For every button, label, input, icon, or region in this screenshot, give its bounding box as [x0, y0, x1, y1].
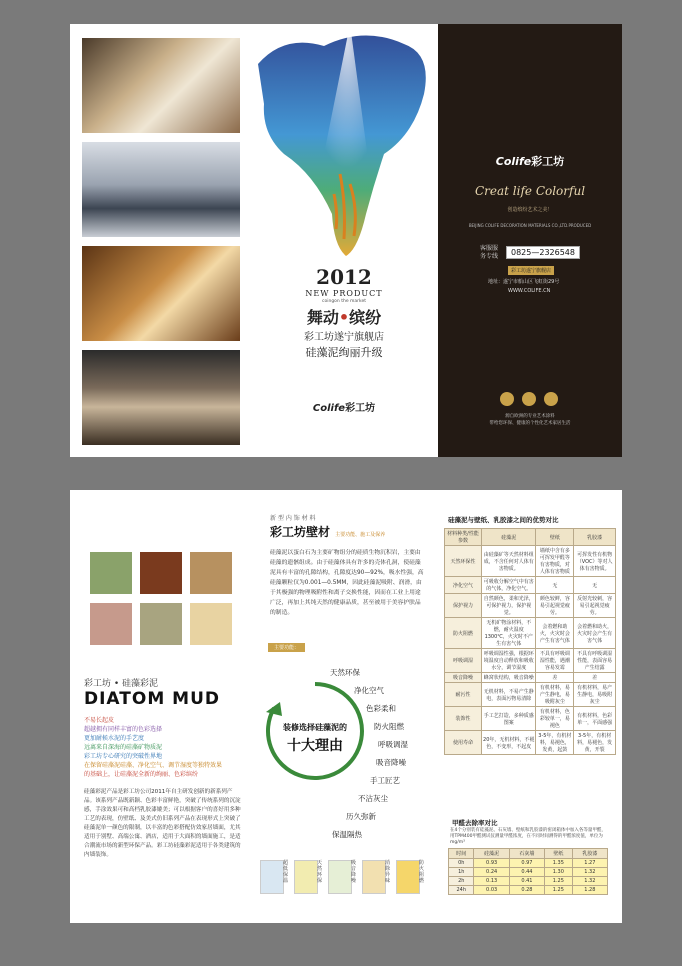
table-cell: 由硅藻矿等天然材料组成，不含任何对人体有害物质。	[482, 546, 536, 577]
table-cell: 1.30	[545, 868, 573, 877]
new-product-label: NEW PRODUCT	[305, 289, 383, 298]
table-cell: 耐污性	[445, 683, 482, 707]
table-cell: 有机材料，色彩单一，平面感强	[574, 707, 616, 731]
table-cell: 会着燃和助火，火灾时会产生有害气体	[574, 618, 616, 649]
photo-living-room	[82, 142, 240, 237]
thumb-label-4: 消除异味	[385, 860, 391, 884]
thumb-label-5: 防火阻燃	[419, 860, 425, 884]
thumb-label-1: 超低保温	[283, 860, 289, 884]
table-cell: 颜色较鲜，容易引起视觉疲劳。	[536, 594, 574, 618]
store-name: 彩工坊遂宁旗舰店	[304, 332, 384, 343]
table-cell: 3-5年，有机材料，易褪色，发黄，起鼓	[536, 731, 574, 755]
form-col-diatom: 硅藻泥	[474, 849, 509, 859]
table-cell: 1.32	[572, 868, 607, 877]
table-cell: 使用寿命	[445, 731, 482, 755]
table-cell: 无机矿物涂材料，不燃，耐火温度1300℃，火灾时不产生有害气体	[482, 618, 536, 649]
middle-title-tag: 主要功能、施工及保养	[335, 532, 386, 538]
footer-line-2: 带给您环保、健康的个性化艺术家居生活	[489, 421, 571, 426]
reasons-title-1: 装修选择硅藻泥的	[283, 723, 347, 732]
table-row	[449, 886, 608, 895]
table-cell: 保护视力	[445, 594, 482, 618]
reasons-title-2: 十大理由	[287, 738, 343, 754]
bullet-4: 远离来自深海的硅藻矿物质泥	[84, 744, 163, 751]
swatch-ochre	[190, 552, 232, 594]
table-row	[445, 594, 616, 618]
col-header-param: 材料种类/性能参数	[445, 529, 482, 546]
brand-line: 彩工坊 • 硅藻彩泥	[84, 679, 159, 689]
table-cell: 0.44	[509, 868, 544, 877]
table-cell: 蜂窝状结构，吸音降噪	[482, 673, 536, 683]
swatch-cream	[190, 603, 232, 645]
table-cell: 装饰性	[445, 707, 482, 731]
reason-4: 防火阻燃	[374, 722, 404, 731]
front-center-panel	[254, 24, 438, 457]
bullet-1: 不易长起皮	[84, 717, 115, 724]
swatch-green	[90, 552, 132, 594]
table-row	[449, 859, 608, 868]
table-row	[449, 877, 608, 886]
bullet-5: 彩工坊专心研究的突破性界地	[84, 753, 163, 760]
table-cell: 不具有呼吸调湿性能，表面容易产生结露	[574, 649, 616, 673]
tagline-cn: 创造缤纷艺术之美！	[507, 207, 553, 213]
table-cell: 1.25	[545, 886, 573, 895]
thumb-label-3: 吸音降噪	[351, 860, 357, 884]
table-cell: 无	[574, 577, 616, 594]
formaldehyde-note: 在4个分别装有硅藻泥、石灰墙、壁纸和乳胶漆的密闭箱体中加入各等量甲醛，用TPM400甲醛测试仪测量甲醛浓度，在不同时间测得的甲醛浓度值，单位为mg/m³	[450, 828, 606, 845]
reason-8: 不沾灰尘	[358, 794, 388, 803]
table-cell: 有机材料，易产生静电，易吸附灰尘	[536, 683, 574, 707]
table-cell: 可吸收分解空气中有害的气体，净化空气。	[482, 577, 536, 594]
table-cell: 可挥发性有机物（VOC）等对人体有害物质。	[574, 546, 616, 577]
table-row	[445, 546, 616, 577]
table-row	[445, 707, 616, 731]
center-logo	[254, 399, 434, 414]
table-cell: 手工艺打造，多种质感图案	[482, 707, 536, 731]
reason-2: 净化空气	[354, 686, 384, 695]
form-col-latex: 乳胶漆	[572, 849, 607, 859]
table-cell: 0.03	[474, 886, 509, 895]
table-row	[445, 618, 616, 649]
comparison-title: 硅藻泥与壁纸、乳胶漆之间的优势对比	[448, 516, 559, 524]
table-cell: 1.27	[572, 859, 607, 868]
slogan	[254, 305, 434, 328]
table-cell: 0.97	[509, 859, 544, 868]
table-cell: 防火阻燃	[445, 618, 482, 649]
table-cell: 反射光较刺，容易引起视觉疲劳。	[574, 594, 616, 618]
slogan-part-a: 舞动	[306, 308, 339, 327]
table-cell: 0.93	[474, 859, 509, 868]
hotline-label-1: 客服服	[480, 245, 499, 252]
table-cell: 3-5年，有机材料，易褪色，发黄，开裂	[574, 731, 616, 755]
table-cell: 自然颜色，柔和光泽，可保护视力，保护视觉。	[482, 594, 536, 618]
front-left-panel	[70, 24, 254, 457]
swatch-sage	[140, 603, 182, 645]
table-row	[445, 683, 616, 707]
table-cell: 1h	[449, 868, 474, 877]
table-cell: 墙纸中含有多可挥发甲醛等有害物质，对人体有害物质	[536, 546, 574, 577]
col-header-latex: 乳胶漆	[574, 529, 616, 546]
brand-logo-en: Colife	[495, 155, 532, 168]
hotline-label	[480, 245, 498, 261]
table-cell: 有机材料，色彩较单一，易褪色	[536, 707, 574, 731]
reason-10: 保温隔热	[332, 830, 362, 839]
table-cell: 无	[536, 577, 574, 594]
center-logo-cn: 彩工坊	[345, 403, 376, 414]
comparison-table	[444, 528, 616, 755]
table-cell: 净化空气	[445, 577, 482, 594]
table-cell: 1.28	[572, 886, 607, 895]
reason-9: 历久弥新	[346, 812, 376, 821]
table-cell: 0.28	[509, 886, 544, 895]
swatch-brown	[140, 552, 182, 594]
col-header-wallpaper: 壁纸	[536, 529, 574, 546]
thumb-label-2: 天然环保	[317, 860, 323, 884]
middle-title-text: 彩工坊壁材	[270, 525, 331, 539]
thumb-sound	[328, 860, 352, 894]
reason-7: 手工匠艺	[370, 776, 400, 785]
reason-6: 吸音降噪	[376, 758, 406, 767]
bullet-7: 的基础上，让硅藻泥全新的绚丽、色彩缤纷	[84, 771, 199, 778]
thumb-eco	[294, 860, 318, 894]
form-col-wallpaper: 壁纸	[545, 849, 573, 859]
table-cell: 1.32	[572, 877, 607, 886]
function-label: 主要功能：	[268, 643, 305, 652]
back-right-panel	[438, 490, 622, 923]
front-right-panel	[438, 24, 622, 457]
brand-logo-cn: 彩工坊	[531, 155, 565, 168]
reason-5: 呼吸调湿	[378, 740, 408, 749]
eco-icon	[500, 392, 514, 406]
table-cell: 天然环保性	[445, 546, 482, 577]
table-cell: 1.25	[545, 877, 573, 886]
middle-paragraph: 硅藻泥以蛋白石为主要矿物组分的硅质生物沉积岩，主要由硅藻的遗骸组成。由于硅藻体具有许多的壳体孔洞，使硅藻泥具有丰富的孔隙结构，孔隙度达90—92%，吸水性强，高硅藻颗粒仅为0.001—0.5MM，因此硅藻泥吸附、润滑，由于其极强的物理吸附性和离子交换性能，因而在工业上用途广泛，再加上其纯天然的健康品质，甚至被用于美容护肤品的制造。	[270, 550, 424, 616]
diatom-title: DIATOM MUD	[84, 689, 220, 709]
coming-label: coingon the market	[321, 299, 366, 304]
back-left-panel	[70, 490, 254, 923]
address: 地址：遂宁市船山区飞虹街29号	[488, 279, 560, 285]
table-cell: 吸音降噪	[445, 673, 482, 683]
table-row	[445, 649, 616, 673]
watercolor-splash	[254, 24, 438, 264]
formaldehyde-title: 甲醛去除率对比	[452, 819, 498, 827]
table-cell: 20年，无机材料，不褪色，不变形，不起皮	[482, 731, 536, 755]
table-cell: 0.41	[509, 877, 544, 886]
formaldehyde-table	[448, 848, 608, 895]
table-cell: 0.13	[474, 877, 509, 886]
store-badge: 彩工坊遂宁旗舰店	[508, 266, 554, 275]
bullet-6: 在保留硅藻泥硅藻、净化空气、调节湿度等独特效果	[84, 762, 223, 769]
form-col-lime: 石灰墙	[509, 849, 544, 859]
table-cell: 0h	[449, 859, 474, 868]
middle-title	[270, 521, 385, 540]
photo-hallway	[82, 38, 240, 133]
formaldehyde-rows	[449, 859, 608, 895]
website: WWW.COLIFE.CN	[508, 288, 551, 294]
certificate-icon	[544, 392, 558, 406]
table-row	[445, 673, 616, 683]
slogan-part-b: 缤纷	[349, 308, 382, 327]
year-title: 2012	[316, 265, 372, 289]
middle-subtitle: 新 型 内 饰 材 料	[270, 515, 316, 522]
feature-thumbnails	[258, 854, 434, 914]
brand-logo	[438, 153, 622, 169]
comparison-rows	[445, 546, 616, 755]
table-row	[449, 868, 608, 877]
table-row	[445, 577, 616, 594]
form-col-time: 时间	[449, 849, 474, 859]
table-cell: 差	[574, 673, 616, 683]
table-cell: 呼吸调湿性强，根据环境温度自动释放和吸收水分，调节湿度	[482, 649, 536, 673]
table-cell: 不具有呼吸调湿性能，遇潮容易发霉	[536, 649, 574, 673]
quality-icon	[522, 392, 536, 406]
intro-paragraph: 硅藻彩泥产品是彩工坊公司2011年自主研发创新的新系列产品。该系列产品既新颖、色彩丰富鲜艳，突破了传统系列的沉淀感，手涂效果可和高档乳胶漆媲美；可以根据客户的喜好用多种工艺的表现，仿壁纸、及美式仿旧系列产品在表现形式上突破了硅藻泥单一颜色的限制，以丰富的色彩搭配仿效家居墙面，尤其适用于别墅、高端公寓、酒店，适用于大面积的墙面施工，是适合潮流市场的新型环保产品。彩工坊硅藻彩泥适用于各类建筑的内墙装饰。	[84, 789, 241, 858]
company-name: BEIJING COLIFE DECORATION MATERIALS CO.,LTD.PRODUCED	[468, 223, 592, 228]
table-cell: 24h	[449, 886, 474, 895]
table-cell: 1.35	[545, 859, 573, 868]
hotline-label-2: 务专线	[480, 253, 499, 260]
thumb-odor	[362, 860, 386, 894]
reason-3: 色彩柔和	[366, 704, 396, 713]
table-cell: 呼吸调湿	[445, 649, 482, 673]
table-cell: 0.24	[474, 868, 509, 877]
thumb-insulation	[260, 860, 284, 894]
feature-bullets	[84, 716, 244, 779]
hotline-number: 0825—2326548	[506, 246, 580, 259]
back-middle-panel	[254, 490, 438, 923]
table-cell: 会着燃和助火，火灾时会产生有害气体	[536, 618, 574, 649]
thumb-fire	[396, 860, 420, 894]
table-cell: 差	[536, 673, 574, 683]
bullet-3: 更加耐候水泥的手艺度	[84, 735, 145, 742]
table-cell: 2h	[449, 877, 474, 886]
bullet-2: 超越拥有同样丰富的色彩选择	[84, 726, 163, 733]
photo-study-room	[82, 246, 240, 341]
slogan-dot: •	[338, 308, 350, 327]
reason-1: 天然环保	[330, 668, 360, 677]
upgrade-line: 硅藻泥绚丽升级	[305, 346, 383, 359]
center-logo-en: Colife	[312, 403, 346, 414]
table-row	[445, 731, 616, 755]
table-cell: 有机材料，易产生静电，易吸附灰尘	[574, 683, 616, 707]
col-header-diatom: 硅藻泥	[482, 529, 536, 546]
footer-line-1: 源自欧洲的专业艺术涂料	[505, 414, 555, 419]
swatch-pink	[90, 603, 132, 645]
table-cell: 无机材料，不易产生静电，表面污物易清除	[482, 683, 536, 707]
tagline-en: Creat life Colorful	[474, 184, 586, 198]
photo-corridor	[82, 350, 240, 445]
